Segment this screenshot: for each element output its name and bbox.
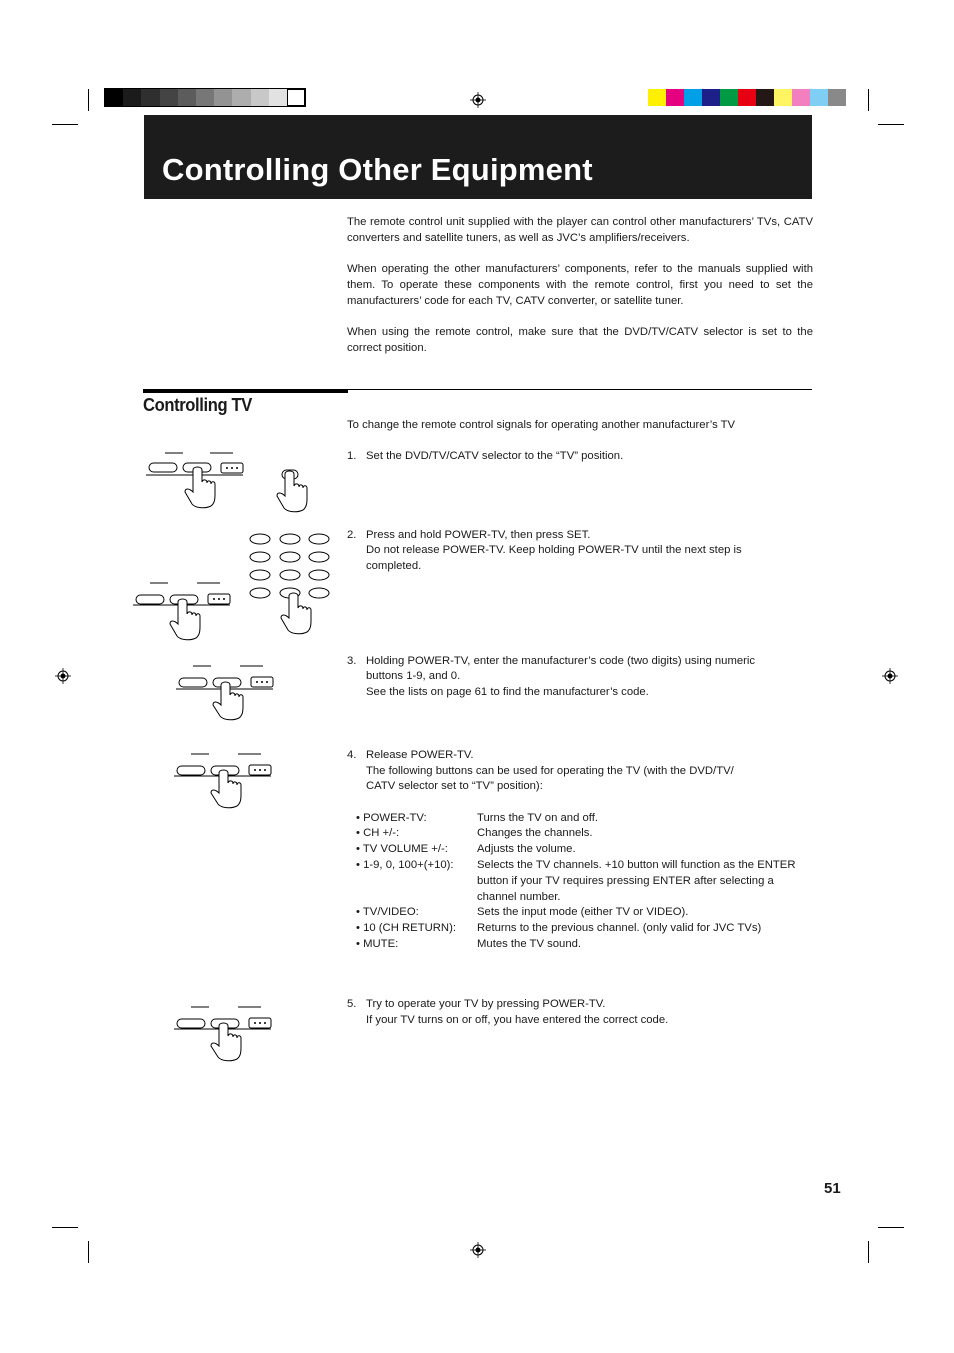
grayscale-calibration-bar: [105, 89, 305, 106]
step-line: See the lists on page 61 to find the manufacturer’s code.: [366, 686, 649, 698]
step-line: Try to operate your TV by pressing POWER-TV.: [366, 998, 606, 1010]
remote-selector-illustration: [145, 448, 315, 514]
remote-selector-illustration: [175, 661, 275, 723]
page-title: Controlling Other Equipment: [162, 152, 593, 187]
button-key: • MUTE:: [356, 938, 399, 950]
color-swatch: [756, 89, 774, 106]
section-rule-thick: [143, 389, 348, 393]
color-swatch: [160, 89, 178, 106]
step-line: Holding POWER-TV, enter the manufacturer’s code (two digits) using numeric: [366, 655, 756, 667]
intro-paragraph-1: The remote control unit supplied with the player can control other manufacturers’ TVs, CATV converters and satellite tuners, as well as JVC’s amplifiers/receivers.: [347, 216, 813, 244]
color-swatch: [738, 89, 756, 106]
crop-mark: [878, 1227, 904, 1228]
color-swatch: [792, 89, 810, 106]
remote-selector-illustration: [173, 1002, 273, 1064]
button-key: • TV VOLUME +/-:: [356, 843, 448, 855]
color-swatch: [196, 89, 214, 106]
crop-mark: [868, 1241, 869, 1263]
color-calibration-bar: [648, 89, 846, 106]
button-desc: Changes the channels.: [477, 827, 593, 839]
color-swatch: [720, 89, 738, 106]
button-desc: Sets the input mode (either TV or VIDEO).: [477, 906, 689, 918]
crop-mark: [52, 124, 78, 125]
color-swatch: [251, 89, 269, 106]
step-line: completed.: [366, 560, 422, 572]
color-swatch: [141, 89, 159, 106]
intro-paragraph-2: When operating the other manufacturers’ components, refer to the manuals supplied with them. To operate these components with the remote control, first you need to set the manufacturers’ code for each TV, CATV converter, or satellite tuner.: [347, 263, 813, 307]
color-swatch: [123, 89, 141, 106]
step-line: Release POWER-TV.: [366, 749, 474, 761]
registration-mark-icon: [470, 1242, 486, 1258]
registration-mark-icon: [882, 668, 898, 684]
step-line: Press and hold POWER-TV, then press SET.: [366, 529, 591, 541]
step-line: Do not release POWER-TV. Keep holding POWER-TV until the next step is: [366, 544, 742, 556]
step-line: buttons 1-9, and 0.: [366, 670, 461, 682]
color-swatch: [105, 89, 123, 106]
intro-paragraph-3: When using the remote control, make sure that the DVD/TV/CATV selector is set to the correct position.: [347, 326, 813, 354]
button-key: • POWER-TV:: [356, 812, 427, 824]
color-swatch: [287, 89, 305, 106]
color-swatch: [684, 89, 702, 106]
registration-mark-icon: [55, 668, 71, 684]
remote-selector-illustration: [173, 749, 273, 811]
section-rule-thin: [348, 389, 812, 390]
step-number: 2.: [347, 529, 357, 541]
step-number: 5.: [347, 998, 357, 1010]
section-lead: To change the remote control signals for operating another manufacturer’s TV: [347, 419, 736, 431]
registration-mark-icon: [470, 92, 486, 108]
button-desc: Selects the TV channels. +10 button will function as the ENTER button if your TV requires pressing ENTER after selecting a channel number.: [477, 859, 796, 903]
button-desc: Adjusts the volume.: [477, 843, 576, 855]
color-swatch: [178, 89, 196, 106]
crop-mark: [52, 1227, 78, 1228]
crop-mark: [868, 89, 869, 111]
page-number: 51: [824, 1180, 841, 1197]
color-swatch: [648, 89, 666, 106]
crop-mark: [88, 89, 89, 111]
color-swatch: [810, 89, 828, 106]
color-swatch: [214, 89, 232, 106]
step-line: If your TV turns on or off, you have entered the correct code.: [366, 1014, 669, 1026]
step-line: The following buttons can be used for operating the TV (with the DVD/TV/: [366, 765, 734, 777]
color-swatch: [232, 89, 250, 106]
color-swatch: [702, 89, 720, 106]
button-desc: Mutes the TV sound.: [477, 938, 582, 950]
button-desc: Turns the TV on and off.: [477, 812, 598, 824]
step-line: CATV selector set to “TV” position):: [366, 780, 543, 792]
step-number: 1.: [347, 450, 357, 462]
color-swatch: [269, 89, 287, 106]
section-title: Controlling TV: [143, 395, 252, 415]
step-number: 3.: [347, 655, 357, 667]
step-line: Set the DVD/TV/CATV selector to the “TV” position.: [366, 450, 624, 462]
button-key: • 10 (CH RETURN):: [356, 922, 456, 934]
color-swatch: [666, 89, 684, 106]
remote-keypad-illustration: [132, 530, 332, 645]
color-swatch: [828, 89, 846, 106]
crop-mark: [878, 124, 904, 125]
color-swatch: [774, 89, 792, 106]
button-desc: Returns to the previous channel. (only valid for JVC TVs): [477, 922, 762, 934]
button-key: • 1-9, 0, 100+(+10):: [356, 859, 454, 871]
crop-mark: [88, 1241, 89, 1263]
button-key: • CH +/-:: [356, 827, 400, 839]
step-number: 4.: [347, 749, 357, 761]
button-key: • TV/VIDEO:: [356, 906, 419, 918]
